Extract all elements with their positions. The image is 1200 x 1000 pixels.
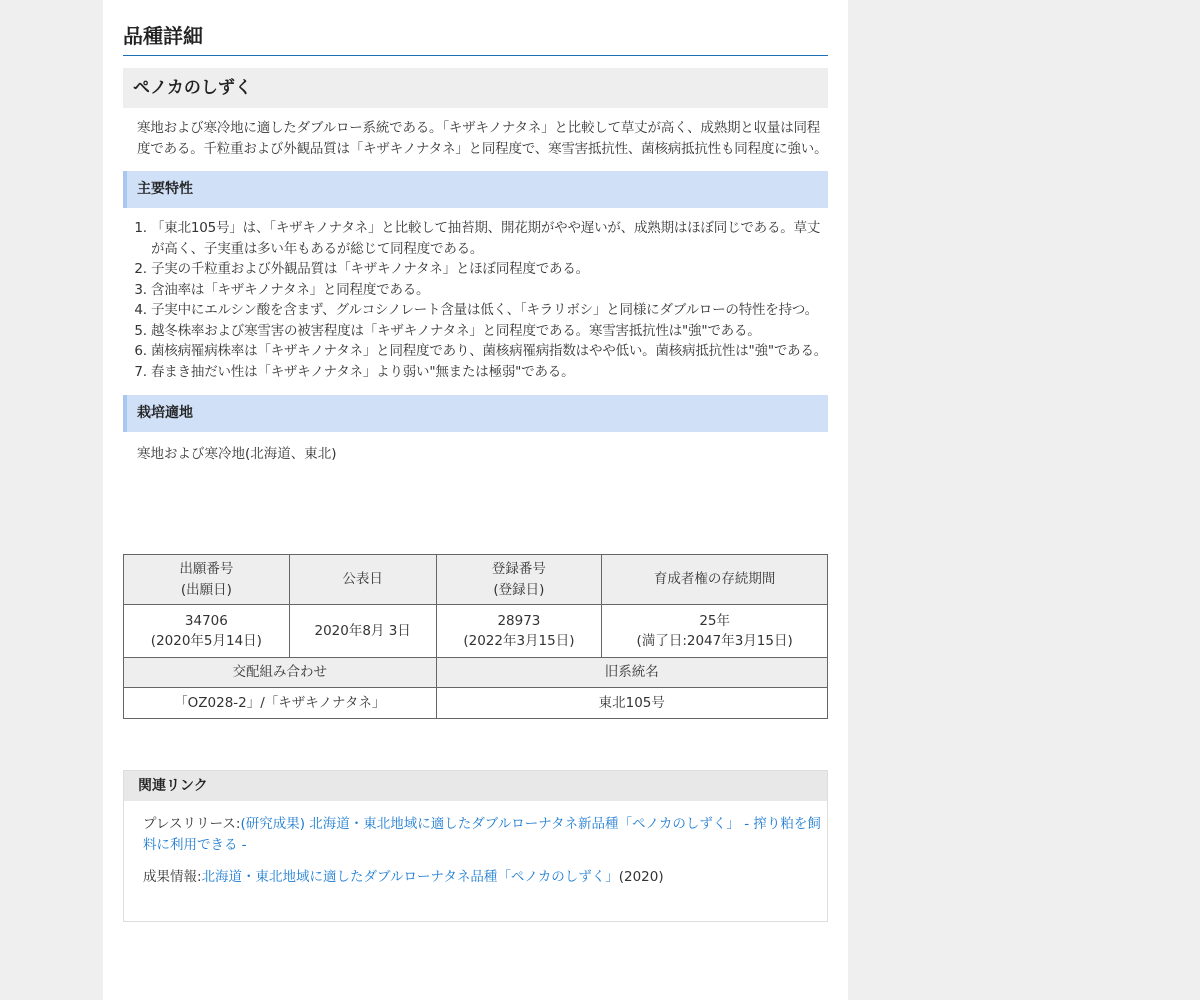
related-links xyxy=(123,770,828,922)
result-info-link[interactable]: 北海道・東北地域に適したダブルローナタネ品種「ペノカのしずく」 xyxy=(201,869,619,885)
header-registration: 登録番号 (登録日) xyxy=(436,555,602,605)
list-item: 4. 子実中にエルシン酸を含まず、グルコシノレート含量は低く、「キラリボシ」と同様にダブルローの特性を持つ。 xyxy=(151,300,828,321)
header-old-name: 旧系統名 xyxy=(436,658,827,688)
related-links-heading: 関連リンク xyxy=(124,771,827,801)
characteristics-heading: 主要特性 xyxy=(123,171,828,208)
list-item: 3. 含油率は「キザキノナタネ」と同程度である。 xyxy=(151,280,828,301)
header-publication: 公表日 xyxy=(289,555,436,605)
result-year: (2020) xyxy=(618,869,664,885)
list-item: 1. 「東北105号」は、「キザキノナタネ」と比較して抽苔期、開花期がやや遅いが、成熟期はほぼ同じである。草丈が高く、子実重は多い年もあるが総じて同程度である。 xyxy=(151,218,828,259)
variety-description: 寒地および寒冷地に適したダブルロー系統である。「キザキノナタネ」と比較して草丈が高く、成熟期と収量は同程度である。千粒重および外観品質は「キザキノナタネ」と同程度で、寒雪害抵抗性、菌核病抵抗性も同程度に強い。 xyxy=(137,120,828,157)
characteristics-list xyxy=(123,208,828,382)
cultivation-area: 寒地および寒冷地(北海道、東北) xyxy=(137,446,337,462)
header-cross: 交配組み合わせ xyxy=(124,658,437,688)
term-cell: 25年 (満了日:2047年3月15日) xyxy=(602,605,828,658)
list-item: 7. 春まき抽だい性は「キザキノナタネ」より弱い"無または極弱"である。 xyxy=(151,362,828,383)
publication-cell: 2020年8月 3日 xyxy=(289,605,436,658)
old-name-cell: 東北105号 xyxy=(436,688,827,719)
list-item: 5. 越冬株率および寒雪害の被害程度は「キザキノナタネ」と同程度である。寒雪害抵抗性は"強"である。 xyxy=(151,321,828,342)
list-item: 2. 子実の千粒重および外観品質は「キザキノナタネ」とほぼ同程度である。 xyxy=(151,259,828,280)
result-label: 成果情報: xyxy=(143,869,202,885)
page-title: 品種詳細 xyxy=(123,0,828,56)
cross-cell: 「OZ028-2」/「キザキノナタネ」 xyxy=(124,688,437,719)
header-application: 出願番号 (出願日) xyxy=(124,555,290,605)
content-column xyxy=(103,0,848,1000)
press-label: プレスリリース: xyxy=(143,816,241,832)
registration-table xyxy=(123,554,828,719)
cultivation-heading: 栽培適地 xyxy=(123,395,828,432)
variety-name: ペノカのしずく xyxy=(123,68,828,108)
header-term: 育成者権の存続期間 xyxy=(602,555,828,605)
list-item: 6. 菌核病罹病株率は「キザキノナタネ」と同程度であり、菌核病罹病指数はやや低い。菌核病抵抗性は"強"である。 xyxy=(151,341,828,362)
application-cell: 34706 (2020年5月14日) xyxy=(124,605,290,658)
press-release-link[interactable]: (研究成果) 北海道・東北地域に適したダブルローナタネ新品種「ペノカのしずく」 - 搾り粕を飼料に利用できる - xyxy=(143,816,821,853)
registration-cell: 28973 (2022年3月15日) xyxy=(436,605,602,658)
